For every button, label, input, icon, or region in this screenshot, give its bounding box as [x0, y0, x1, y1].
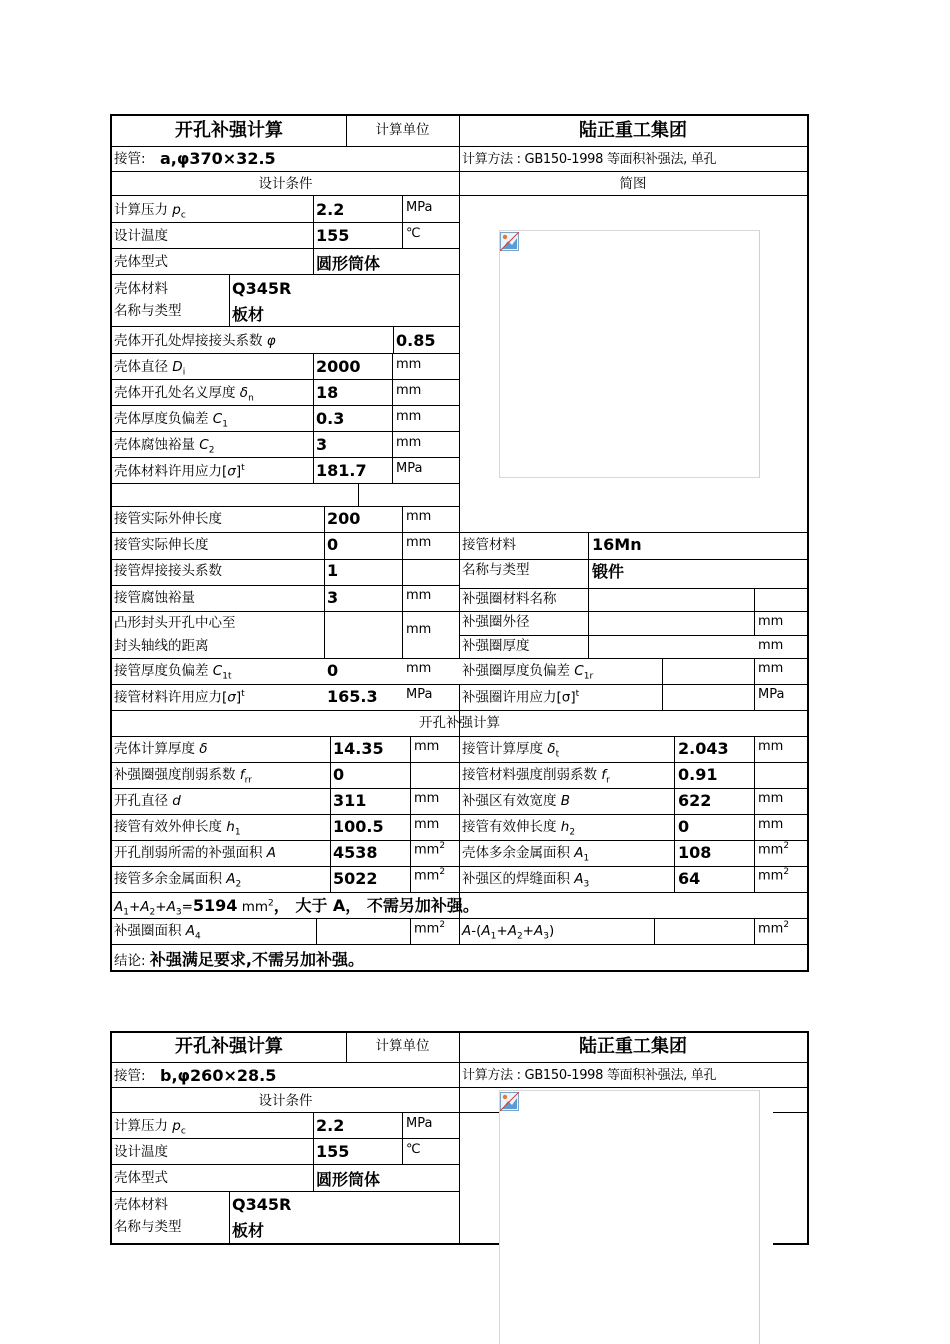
c2-value: 3	[316, 435, 328, 454]
calc-section-header: 开孔补强计算	[419, 715, 500, 731]
shell-mat-label-1: 壳体材料	[114, 1197, 168, 1213]
shell-mat-value-2: 板材	[232, 305, 265, 324]
A3-unit: $mm^2$	[758, 867, 790, 884]
sheet-title: 开孔补强计算	[175, 1036, 283, 1057]
c1-value: 0.3	[316, 409, 345, 428]
ring-od-label: 补强圈外径	[462, 614, 530, 630]
temp-label: 设计温度	[114, 228, 168, 244]
ring-sigma-label: 补强圈许用应力$[\sigma]^t$	[462, 689, 580, 706]
shell-mat-value-1: Q345R	[232, 279, 292, 298]
nozzle-ext-value: 200	[327, 509, 361, 528]
shell-type-label: 壳体型式	[114, 254, 168, 270]
conclusion	[114, 950, 364, 970]
temp-unit: ℃	[406, 1142, 421, 1157]
phi-value: 0.85	[396, 331, 436, 350]
h2-label: 接管有效伸长度 $h_2$	[462, 819, 576, 838]
shell-sigma-unit: MPa	[396, 461, 423, 476]
shell-sigma-value: 181.7	[316, 461, 367, 480]
A3-label: 补强区的焊缝面积 $A_3$	[462, 871, 590, 890]
A4-label: 补强圈面积 $A_4$	[114, 923, 201, 942]
nozzle-ext-unit: mm	[406, 509, 432, 524]
nozzle-corr-unit: mm	[406, 588, 432, 603]
company-name: 陆正重工集团	[579, 120, 687, 141]
nozzle-mat-value-1: 16Mn	[592, 535, 642, 554]
shell-mat-label-2: 名称与类型	[114, 1219, 182, 1235]
c1t-label: 接管厚度负偏差 $C_{1t}$	[114, 663, 232, 682]
c2-label: 壳体腐蚀裕量 $C_2$	[114, 437, 215, 456]
nozzle-id: b,φ260×28.5	[160, 1066, 277, 1085]
pressure-value: 2.2	[316, 200, 345, 219]
dist-label-1: 凸形封头开孔中心至	[114, 615, 236, 631]
c1-unit: mm	[396, 409, 422, 424]
pressure-label: 计算压力 $p_c$	[114, 1118, 186, 1137]
c1t-value: 0	[327, 661, 339, 680]
nozzle-id: a,φ370×32.5	[160, 149, 276, 168]
nozzle-corr-value: 3	[327, 588, 339, 607]
dn-label: 壳体开孔处名义厚度 $\delta_n$	[114, 385, 254, 404]
c1-label: 壳体厚度负偏差 $C_1$	[114, 411, 228, 430]
A1-value: 108	[678, 843, 712, 862]
shell-type-label: 壳体型式	[114, 1170, 168, 1186]
temp-unit: ℃	[406, 226, 421, 241]
h1-value: 100.5	[333, 817, 384, 836]
pressure-unit: MPa	[406, 1116, 433, 1131]
nozzle-weld-value: 1	[327, 561, 339, 580]
deltat-value: 2.043	[678, 739, 729, 758]
d-unit: mm	[414, 791, 440, 806]
nozzle-mat-label-2: 名称与类型	[462, 562, 530, 578]
nozzle-int-label: 接管实际伸长度	[114, 537, 209, 553]
di-value: 2000	[316, 357, 361, 376]
A4-unit: $mm^2$	[414, 920, 446, 937]
sum-row: $A_1+A_2+A_3=5194$ $mm^2$， 大于 A， 不需另加补强。	[114, 896, 479, 918]
delta-unit: mm	[414, 739, 440, 754]
c2-unit: mm	[396, 435, 422, 450]
A2-value: 5022	[333, 869, 378, 888]
sum-value: 5194	[192, 896, 238, 915]
calc-sheet-2	[110, 1031, 809, 1344]
ring-od-unit: mm	[758, 614, 784, 629]
calc-method: 计算方法 : GB150-1998 等面积补强法, 单孔	[462, 152, 717, 167]
design-conditions-header: 设计条件	[258, 1093, 313, 1109]
unit-label: 计算单位	[375, 1038, 430, 1054]
diagram-image	[499, 230, 760, 478]
delta-value: 14.35	[333, 739, 384, 758]
di-label: 壳体直径 $D_i$	[114, 359, 186, 378]
A2-unit: $mm^2$	[414, 867, 446, 884]
conclusion-label: 结论:	[114, 953, 146, 969]
h1-unit: mm	[414, 817, 440, 832]
c1r-unit: mm	[758, 661, 784, 676]
deltat-label: 接管计算厚度 $\delta_t$	[462, 741, 560, 760]
ring-sigma-unit: MPa	[758, 687, 785, 702]
delta-label: 壳体计算厚度 δ	[114, 741, 208, 757]
A1-label: 壳体多余金属面积 $A_1$	[462, 845, 590, 864]
A2-label: 接管多余金属面积 $A_2$	[114, 871, 242, 890]
A-unit: $mm^2$	[414, 841, 446, 858]
nozzle-sigma-value: 165.3	[327, 687, 378, 706]
h2-unit: mm	[758, 817, 784, 832]
dn-value: 18	[316, 383, 339, 402]
d-label: 开孔直径 d	[114, 793, 181, 809]
broken-image-icon	[500, 1092, 519, 1111]
c1r-label: 补强圈厚度负偏差 $C_{1r}$	[462, 663, 594, 682]
deltat-unit: mm	[758, 739, 784, 754]
A1-unit: $mm^2$	[758, 841, 790, 858]
nozzle-int-unit: mm	[406, 535, 432, 550]
h2-value: 0	[678, 817, 690, 836]
calc-method: 计算方法 : GB150-1998 等面积补强法, 单孔	[462, 1068, 717, 1083]
nozzle-corr-label: 接管腐蚀裕量	[114, 590, 195, 606]
di-unit: mm	[396, 357, 422, 372]
nozzle-mat-label-1: 接管材料	[462, 537, 516, 553]
frr-value: 0	[333, 765, 345, 784]
nozzle-int-value: 0	[327, 535, 339, 554]
dist-unit: mm	[406, 622, 432, 637]
nozzle-ext-label: 接管实际外伸长度	[114, 511, 222, 527]
pressure-unit: MPa	[406, 200, 433, 215]
dist-label-2: 封头轴线的距离	[114, 638, 209, 654]
shell-sigma-label: 壳体材料许用应力$[\sigma]^t$	[114, 463, 245, 480]
fr-value: 0.91	[678, 765, 718, 784]
nozzle-label: 接管:	[114, 151, 146, 167]
B-value: 622	[678, 791, 712, 810]
sum-note: ， 大于 A， 不需另加补强。	[273, 896, 479, 915]
d-value: 311	[333, 791, 367, 810]
shell-type-value: 圆形筒体	[316, 254, 381, 273]
A-value: 4538	[333, 843, 378, 862]
conclusion-value: 补强满足要求,不需另加补强。	[149, 950, 364, 969]
temp-label: 设计温度	[114, 1144, 168, 1160]
company-name: 陆正重工集团	[579, 1036, 687, 1057]
ring-th-label: 补强圈厚度	[462, 638, 530, 654]
shell-mat-label-2: 名称与类型	[114, 303, 182, 319]
diagram-image	[499, 1090, 760, 1344]
shell-mat-value-1: Q345R	[232, 1195, 292, 1214]
broken-image-icon	[500, 232, 519, 251]
nozzle-weld-label: 接管焊接接头系数	[114, 563, 222, 579]
sheet-title: 开孔补强计算	[175, 120, 283, 141]
diff-label: $A-(A_1+A_2+A_3)$	[462, 923, 555, 942]
pressure-label: 计算压力 $p_c$	[114, 202, 186, 221]
temp-value: 155	[316, 1142, 350, 1161]
calc-sheet-1	[110, 114, 809, 972]
shell-type-value: 圆形筒体	[316, 1170, 381, 1189]
pressure-value: 2.2	[316, 1116, 345, 1135]
phi-label: 壳体开孔处焊接接头系数 φ	[114, 333, 276, 349]
diff-unit: $mm^2$	[758, 920, 790, 937]
shell-mat-value-2: 板材	[232, 1221, 265, 1240]
nozzle-sigma-label: 接管材料许用应力$[\sigma]^t$	[114, 689, 245, 706]
dn-unit: mm	[396, 383, 422, 398]
diagram-header: 简图	[619, 176, 647, 192]
nozzle-label: 接管:	[114, 1068, 146, 1084]
temp-value: 155	[316, 226, 350, 245]
shell-mat-label-1: 壳体材料	[114, 281, 168, 297]
B-unit: mm	[758, 791, 784, 806]
design-conditions-header: 设计条件	[258, 176, 313, 192]
nozzle-sigma-unit: MPa	[406, 687, 433, 702]
unit-label: 计算单位	[375, 122, 430, 138]
B-label: 补强区有效宽度 B	[462, 793, 571, 809]
A-label: 开孔削弱所需的补强面积 A	[114, 845, 277, 861]
c1t-unit: mm	[406, 661, 432, 676]
ring-th-unit: mm	[758, 638, 784, 653]
h1-label: 接管有效外伸长度 $h_1$	[114, 819, 241, 838]
nozzle-mat-value-2: 锻件	[592, 562, 625, 581]
ring-mat-label: 补强圈材料名称	[462, 591, 557, 607]
frr-label: 补强圈强度削弱系数 $f_{rr}$	[114, 767, 252, 786]
fr-label: 接管材料强度削弱系数 $f_r$	[462, 767, 610, 786]
A3-value: 64	[678, 869, 701, 888]
